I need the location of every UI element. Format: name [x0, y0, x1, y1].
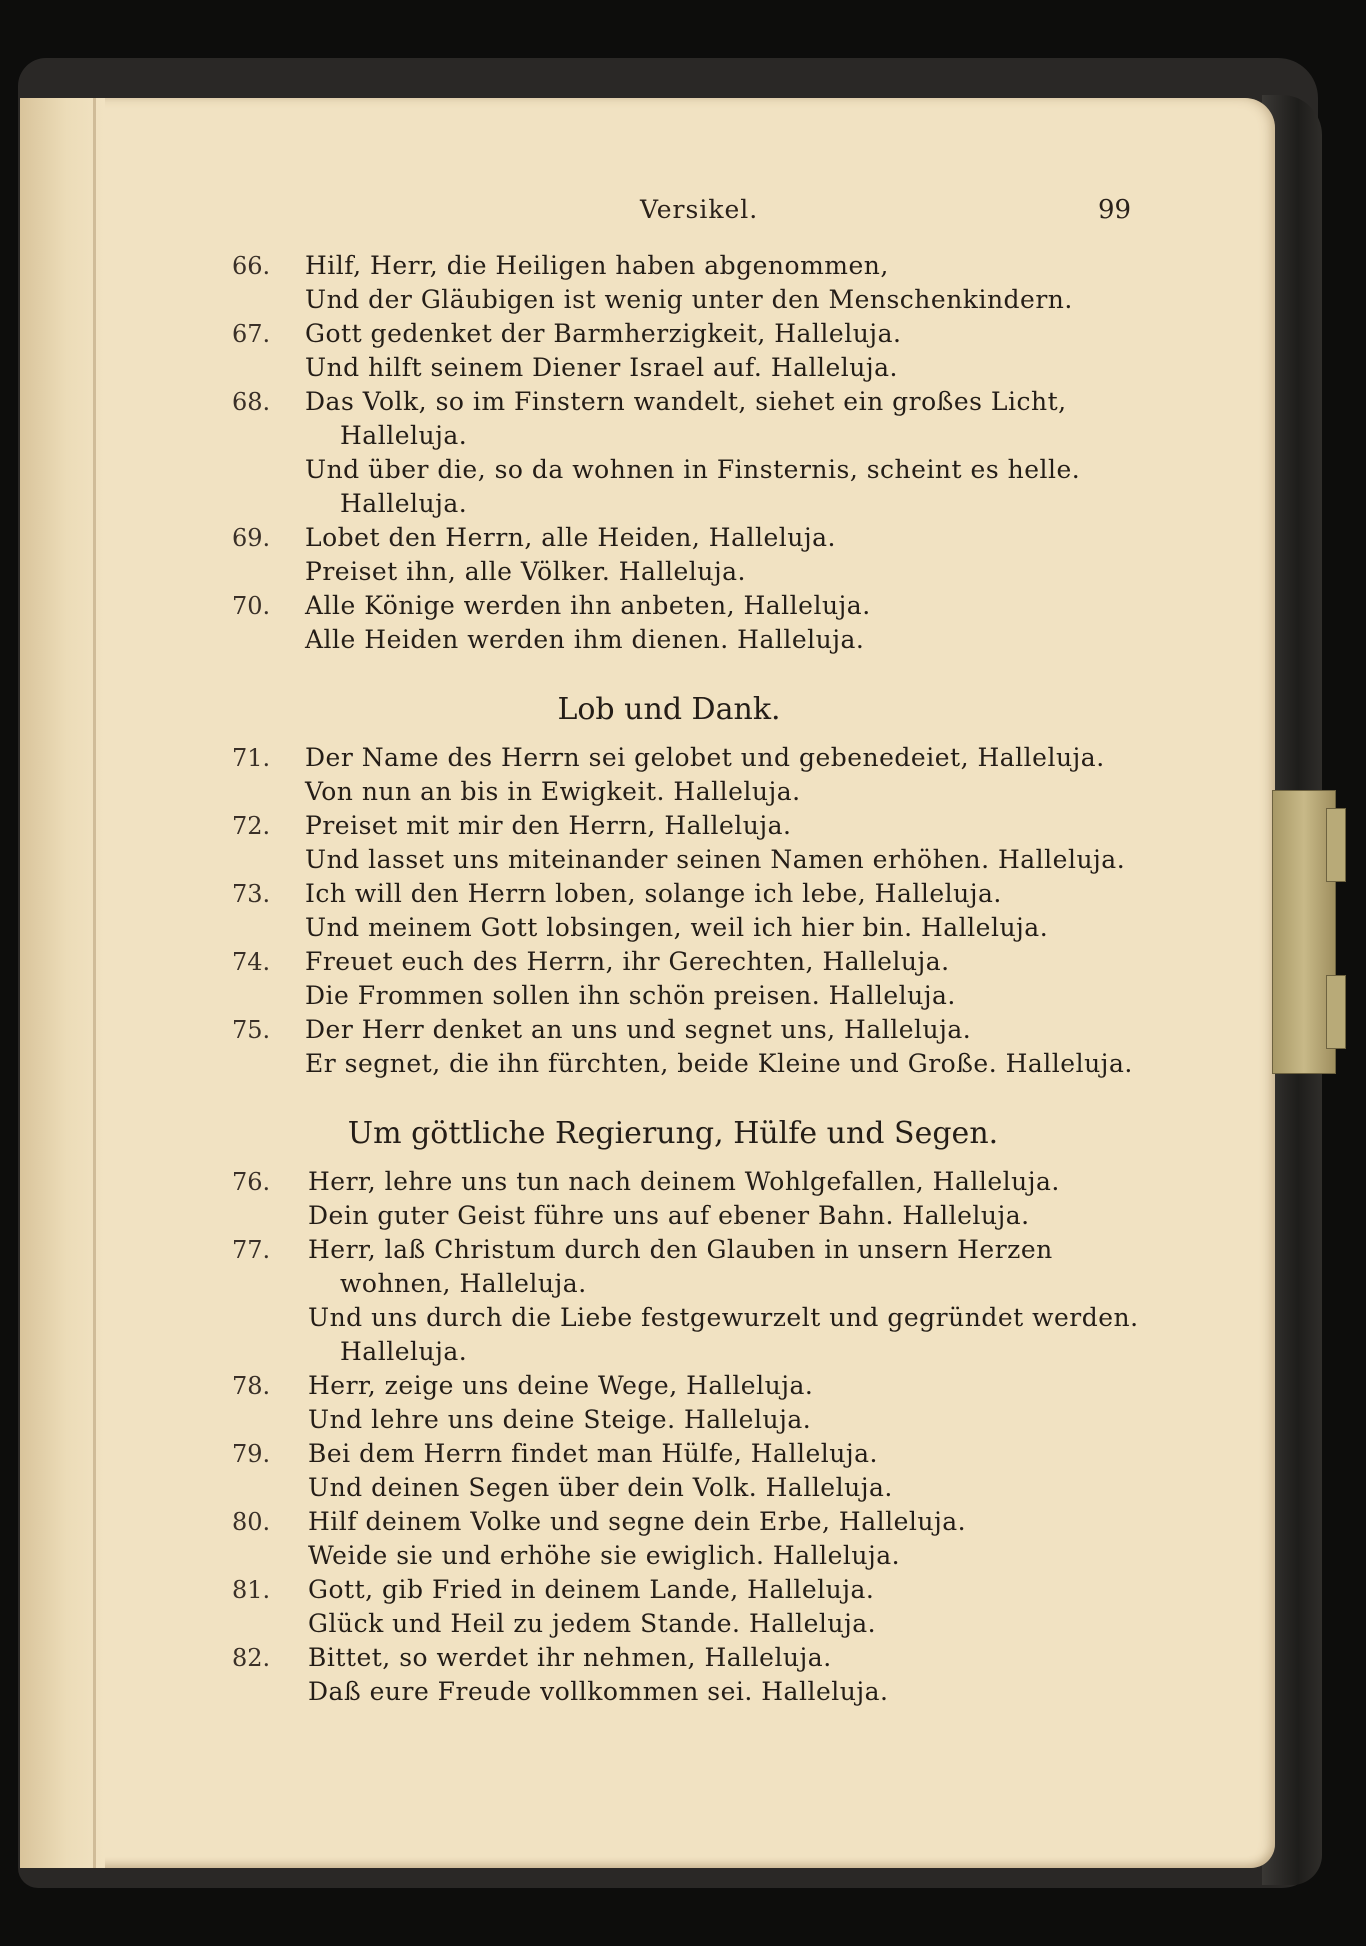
verse-line: Lobet den Herrn, alle Heiden, Halleluja. [305, 523, 836, 552]
verse-line: Preiset ihn, alle Völker. Halleluja. [305, 557, 746, 586]
verse-line: Bei dem Herrn findet man Hülfe, Halleluja. [308, 1439, 878, 1468]
verse-line: Das Volk, so im Finstern wandelt, siehet ein großes Licht, [305, 387, 1067, 416]
verse-number: 68. [232, 388, 271, 416]
verse-line: Freuet euch des Herrn, ihr Gerechten, Halleluja. [305, 947, 950, 976]
verse-line: Glück und Heil zu jedem Stande. Halleluja. [308, 1609, 877, 1638]
verse-line: Halleluja. [340, 421, 468, 450]
verse-number: 70. [232, 592, 271, 620]
verse-number: 79. [232, 1440, 271, 1468]
page-number: 99 [1098, 195, 1132, 225]
verse-line: Herr, lehre uns tun nach deinem Wohlgefallen, Halleluja. [308, 1167, 1060, 1196]
verse-number: 71. [232, 744, 271, 772]
verse-line: Preiset mit mir den Herrn, Halleluja. [305, 811, 792, 840]
verse-number: 77. [232, 1236, 271, 1264]
running-title: Versikel. [640, 195, 759, 224]
verse-number: 76. [232, 1168, 271, 1196]
verse-line: Und lasset uns miteinander seinen Namen erhöhen. Halleluja. [305, 845, 1126, 874]
verse-line: Die Frommen sollen ihn schön preisen. Halleluja. [305, 981, 956, 1010]
verse-line: Alle Heiden werden ihm dienen. Halleluja. [305, 625, 865, 654]
verse-line: Daß eure Freude vollkommen sei. Halleluja. [308, 1677, 889, 1706]
verse-line: Weide sie und erhöhe sie ewiglich. Halleluja. [308, 1541, 901, 1570]
verse-line: Ich will den Herrn loben, solange ich lebe, Halleluja. [305, 879, 1002, 908]
verse-number: 75. [232, 1016, 271, 1044]
verse-number: 73. [232, 880, 271, 908]
verse-number: 66. [232, 252, 271, 280]
verse-number: 80. [232, 1508, 271, 1536]
verse-number: 69. [232, 524, 271, 552]
verse-number: 72. [232, 812, 271, 840]
verse-line: Dein guter Geist führe uns auf ebener Bahn. Halleluja. [308, 1201, 1030, 1230]
verse-line: Der Name des Herrn sei gelobet und gebenedeiet, Halleluja. [305, 743, 1105, 772]
verse-line: Herr, zeige uns deine Wege, Halleluja. [308, 1371, 814, 1400]
verse-line: Halleluja. [340, 489, 468, 518]
verse-line: Herr, laß Christum durch den Glauben in unsern Herzen [308, 1235, 1053, 1264]
verse-line: Und meinem Gott lobsingen, weil ich hier bin. Halleluja. [305, 913, 1049, 942]
verse-line: Und lehre uns deine Steige. Halleluja. [308, 1405, 812, 1434]
verse-line: Und der Gläubigen ist wenig unter den Menschenkindern. [305, 285, 1073, 314]
verse-line: Gott gedenket der Barmherzigkeit, Halleluja. [305, 319, 902, 348]
verse-line: Hilf deinem Volke und segne dein Erbe, Halleluja. [308, 1507, 967, 1536]
verse-number: 78. [232, 1372, 271, 1400]
clasp-tab-upper [1326, 808, 1346, 882]
gutter-fold [93, 98, 96, 1868]
verse-line: wohnen, Halleluja. [340, 1269, 587, 1298]
verse-line: Bittet, so werdet ihr nehmen, Halleluja. [308, 1643, 832, 1672]
verse-number: 82. [232, 1644, 271, 1672]
section-heading-lob-und-dank: Lob und Dank. [557, 692, 781, 727]
verse-line: Halleluja. [340, 1337, 468, 1366]
verse-line: Alle Könige werden ihn anbeten, Halleluja. [305, 591, 871, 620]
clasp-tab-lower [1326, 975, 1346, 1049]
verse-line: Gott, gib Fried in deinem Lande, Halleluja. [308, 1575, 875, 1604]
verse-line: Der Herr denket an uns und segnet uns, Halleluja. [305, 1015, 972, 1044]
verse-number: 74. [232, 948, 271, 976]
verse-line: Hilf, Herr, die Heiligen haben abgenommen, [305, 251, 889, 280]
page-header [0, 195, 1366, 235]
verse-number: 81. [232, 1576, 271, 1604]
verse-line: Er segnet, die ihn fürchten, beide Kleine und Große. Halleluja. [305, 1049, 1133, 1078]
verse-line: Und hilft seinem Diener Israel auf. Halleluja. [305, 353, 899, 382]
verse-number: 67. [232, 320, 271, 348]
verse-line: Und über die, so da wohnen in Finsternis, scheint es helle. [305, 455, 1081, 484]
verse-line: Von nun an bis in Ewigkeit. Halleluja. [305, 777, 801, 806]
verse-line: Und uns durch die Liebe festgewurzelt und gegründet werden. [308, 1303, 1139, 1332]
verse-line: Und deinen Segen über dein Volk. Halleluja. [308, 1473, 893, 1502]
section-heading-regierung: Um göttliche Regierung, Hülfe und Segen. [347, 1116, 999, 1151]
